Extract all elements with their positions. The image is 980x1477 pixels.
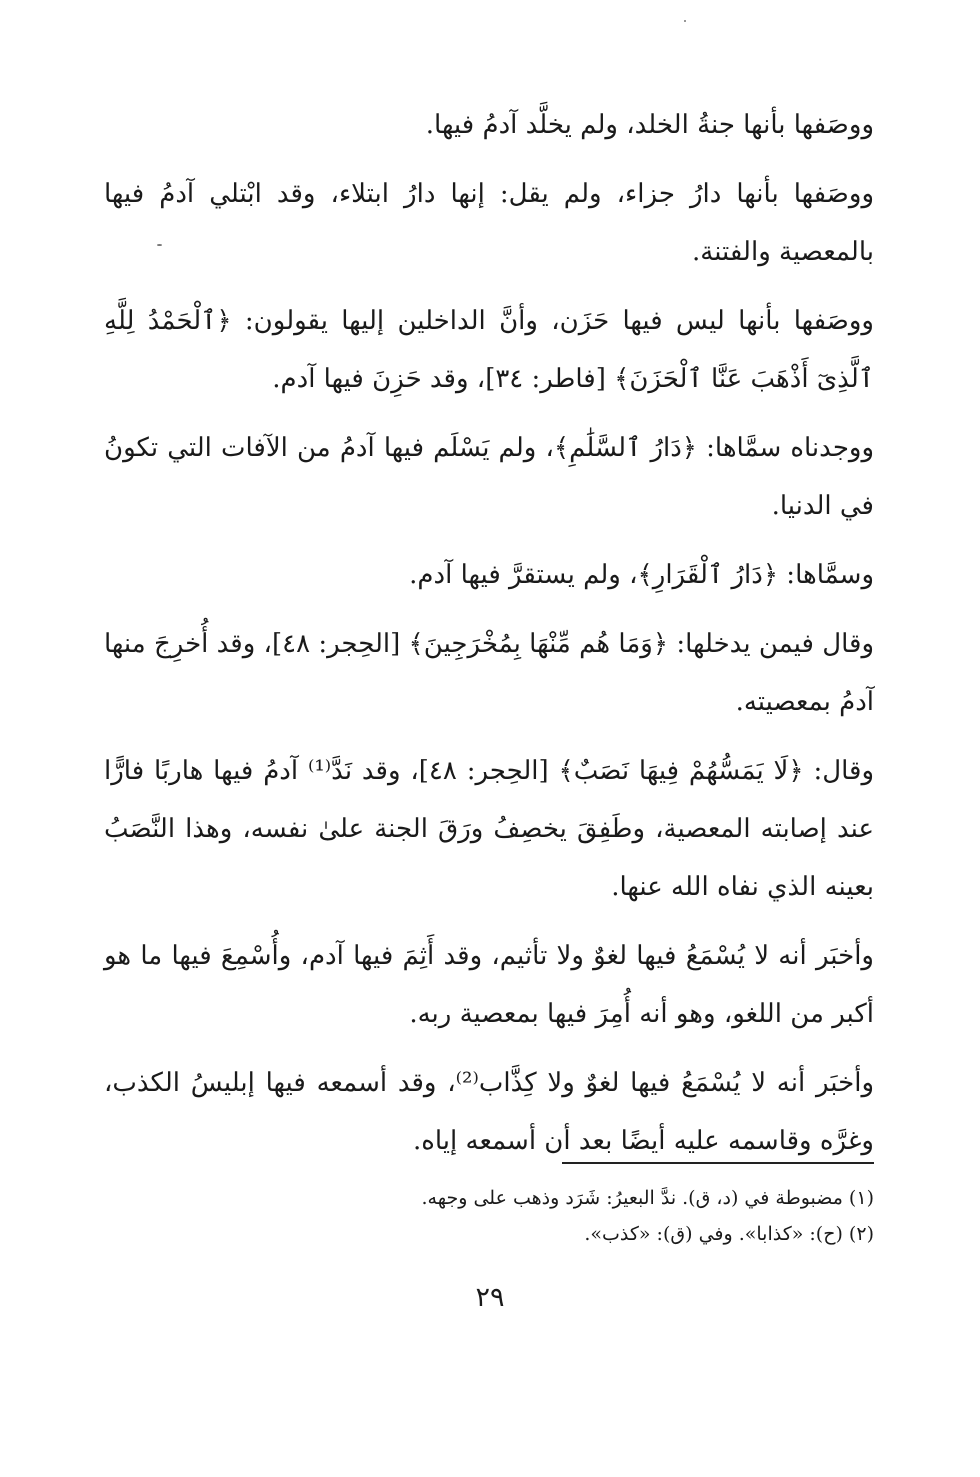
paragraph: وأخبَر أنه لا يُسْمَعُ فيها لغوٌ ولا تأثيم، وقد أَثِمَ فيها آدم، وأُسْمِعَ فيها ما هو أكبر من اللغو، وهو أنه أُمِرَ فيها بمعصية ربه. (104, 941, 874, 1029)
footnotes (104, 1180, 874, 1252)
paragraph: وأخبَر أنه لا يُسْمَعُ فيها لغوٌ ولا كِذَّاب⁽²⁾، وقد أسمعه فيها إبليسُ الكذب، وغرَّه وقاسمه عليه أيضًا بعد أن أسمعه إياه. (104, 1068, 875, 1156)
footnote: (٢) (ح): «كذابا». وفي (ق): «كذب». (584, 1223, 874, 1245)
footnote: (١) مضبوطة في (د، ق). ندَّ البعيرُ: شَرَد وذهب على وجهه. (421, 1187, 874, 1209)
paragraph: وسمَّاها: ﴿دَارُ ٱلْقَرَارِ﴾، ولم يستقرَّ فيها آدم. (409, 560, 874, 590)
scan-speck (684, 20, 686, 22)
scan-speck (157, 244, 162, 246)
paragraph: ووصَفها بأنها جنةُ الخلد، ولم يخلَّد آدمُ فيها. (425, 110, 874, 140)
main-text (104, 96, 874, 1170)
paragraph: وقال فيمن يدخلها: ﴿وَمَا هُم مِّنْهَا بِمُخْرَجِينَ﴾ [الحِجر: ٤٨]، وقد أُخرِجَ منها آدمُ بمعصيته. (104, 629, 875, 717)
paragraph: ووجدناه سمَّاها: ﴿دَارُ ٱلسَّلَٰمِ﴾، ولم يَسْلَم فيها آدمُ من الآفات التي تكونُ في الدنيا. (104, 433, 874, 521)
paragraph: ووصَفها بأنها دارُ جزاء، ولم يقل: إنها دارُ ابتلاء، وقد ابْتلي آدمُ فيها بالمعصية والفتنة. (104, 179, 874, 267)
paragraph: ووصَفها بأنها ليس فيها حَزَن، وأنَّ الداخلين إليها يقولون: ﴿ٱلْحَمْدُ لِلَّهِ ٱلَّذِىٓ أَذْهَبَ عَنَّا ٱلْحَزَنَ﴾ [فاطر: ٣٤]، وقد حَزِنَ فيها آدم. (104, 306, 874, 394)
footnote-divider (562, 1162, 874, 1164)
page-number: ٢٩ (475, 1282, 505, 1313)
paragraph: وقال: ﴿لَا يَمَسُّهُمْ فِيهَا نَصَبٌ﴾ [الحِجر: ٤٨]، وقد نَدَّ⁽¹⁾ آدمُ فيها هاربًا فارًّا عند إصابته المعصية، وطَفِقَ يخصِفُ ورَقَ الجنة علىٰ نفسه، وهذا النَّصَبُ بعينه الذي نفاه الله عنها. (104, 756, 874, 902)
